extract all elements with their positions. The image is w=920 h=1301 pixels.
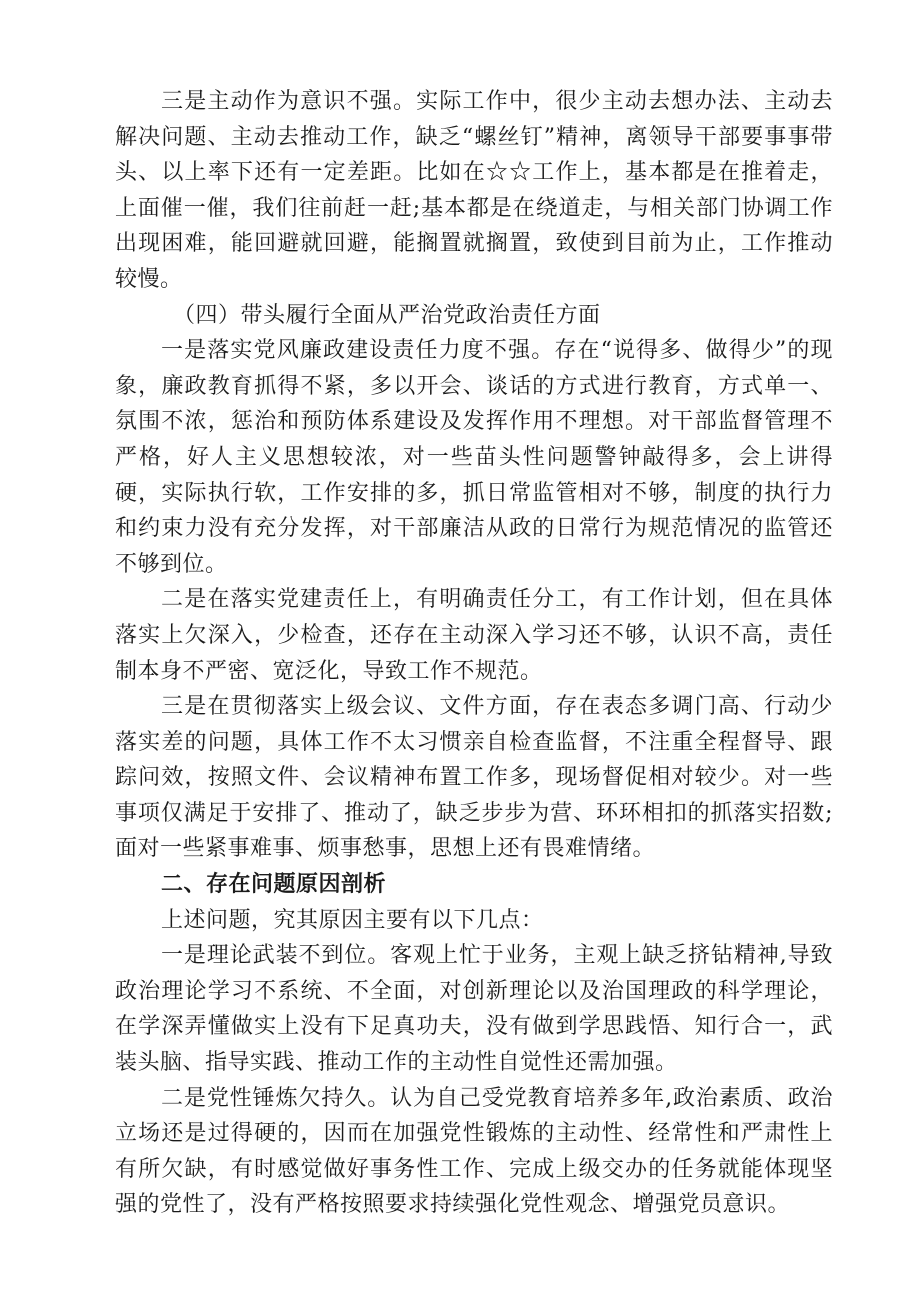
paragraph-initiative: 三是主动作为意识不强。实际工作中，很少主动去想办法、主动去解决问题、主动去推动工作，缺乏“螺丝钉”精神，离领导干部要事事带头、以上率下还有一定差距。比如在☆☆工作上，基本都是在推着走，上面催一催，我们往前赶一赶;基本都是在绕道走，与相关部门协调工作出现困难，能回避就回避，能搁置就搁置，致使到目前为止，工作推动较慢。 xyxy=(115,89,833,292)
paragraph-theory: 一是理论武装不到位。客观上忙于业务，主观上缺乏挤钻精神,导致政治理论学习不系统、不全面，对创新理论以及治国理政的科学理论，在学深弄懂做实上没有下足真功夫，没有做到学思践悟、知行合一，武装头脑、指导实践、推动工作的主动性自觉性还需加强。 xyxy=(115,943,833,1076)
section-heading-discipline-responsibility: （四）带头履行全面从严治党政治责任方面 xyxy=(173,302,601,328)
paragraph-party-spirit: 二是党性锤炼欠持久。认为自己受党教育培养多年,政治素质、政治立场还是过得硬的，因而在加强党性锻炼的主动性、经常性和严肃性上有所欠缺，有时感觉做好事务性工作、完成上级交办的任务就能体现坚强的党性了，没有严格按照要求持续强化党性观念、增强党员意识。 xyxy=(115,1085,833,1218)
paragraph-implementation: 三是在贯彻落实上级会议、文件方面，存在表态多调门高、行动少落实差的问题，具体工作不太习惯亲自检查监督，不注重全程督导、跟踪问效，按照文件、会议精神布置工作多，现场督促相对较少。对一些事项仅满足于安排了、推动了，缺乏步步为营、环环相扣的抓落实招数;面对一些紧事难事、烦事愁事，思想上还有畏难情绪。 xyxy=(115,694,833,862)
paragraph-party-building-responsibility: 二是在落实党建责任上，有明确责任分工，有工作计划，但在具体落实上欠深入，少检查，还存在主动深入学习还不够，认识不高，责任制本身不严密、宽泛化，导致工作不规范。 xyxy=(115,587,833,684)
paragraph-integrity-responsibility: 一是落实党风廉政建设责任力度不强。存在“说得多、做得少”的现象，廉政教育抓得不紧，多以开会、谈话的方式进行教育，方式单一、氛围不浓，惩治和预防体系建设及发挥作用不理想。对干部监督管理不严格，好人主义思想较浓，对一些苗头性问题警钟敲得多，会上讲得硬，实际执行软，工作安排的多，抓日常监管相对不够，制度的执行力和约束力没有充分发挥，对干部廉洁从政的日常行为规范情况的监管还不够到位。 xyxy=(115,338,833,577)
chapter-heading-cause-analysis: 二、存在问题原因剖析 xyxy=(161,872,387,898)
document-body xyxy=(115,84,833,1223)
paragraph-cause-intro: 上述问题，究其原因主要有以下几点： xyxy=(161,907,544,933)
